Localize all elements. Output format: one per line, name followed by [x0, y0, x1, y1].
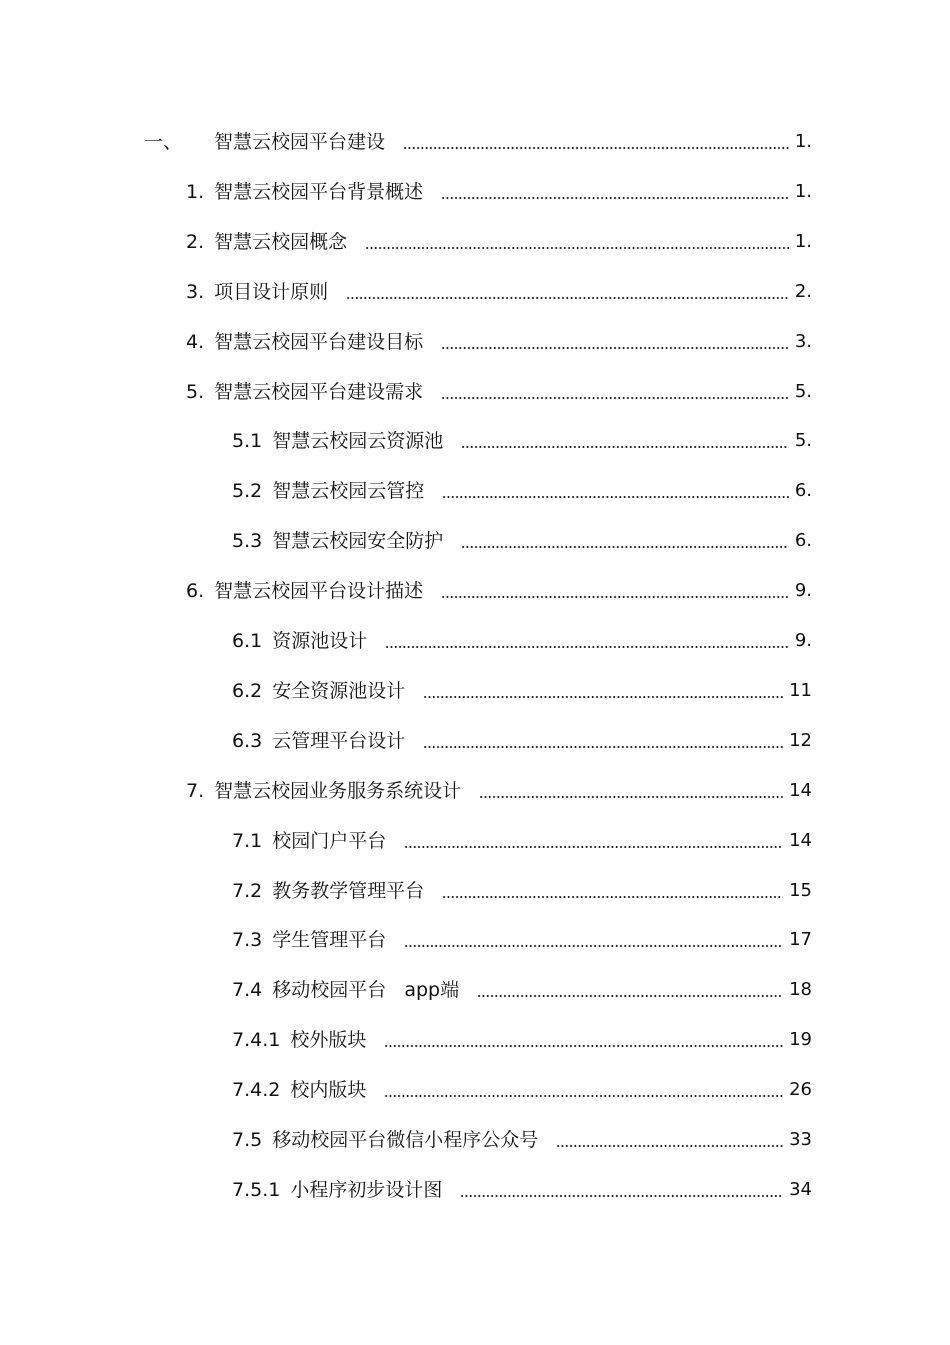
toc-entry-page-number: 12 — [789, 730, 812, 751]
toc-entry-title: 云管理平台设计 — [272, 730, 406, 752]
toc-entry[interactable] — [232, 975, 812, 1005]
toc-entry-title: 智慧云校园平台建设目标 — [214, 331, 424, 353]
toc-entry-number: 6. — [186, 580, 205, 602]
toc-entry-page-number: 1. — [794, 181, 812, 202]
toc-dot-leader — [477, 995, 783, 997]
toc-entry-page-number: 11 — [789, 680, 812, 701]
toc-entry-title: 校园门户平台 — [272, 830, 387, 852]
toc-entry-page-number: 5. — [794, 430, 812, 451]
toc-entry[interactable] — [186, 576, 812, 606]
toc-entry-number: 2. — [186, 231, 205, 253]
toc-entry-number: 6.3 — [232, 730, 263, 752]
toc-entry-page-number: 6. — [794, 530, 812, 551]
toc-entry-number: 7.3 — [232, 929, 263, 951]
toc-entry-title: 智慧云校园平台背景概述 — [214, 181, 424, 203]
toc-entry-page-number: 15 — [789, 880, 812, 901]
toc-entry-number: 5.2 — [232, 480, 263, 502]
toc-entry[interactable] — [186, 227, 812, 257]
toc-entry-title: 智慧云校园云资源池 — [272, 430, 444, 452]
toc-entry[interactable] — [232, 476, 812, 506]
toc-entry[interactable] — [186, 177, 812, 207]
toc-entry-page-number: 3. — [794, 331, 812, 352]
toc-dot-leader — [441, 197, 789, 199]
toc-dot-leader — [479, 796, 783, 798]
toc-entry-number: 5.1 — [232, 430, 263, 452]
toc-entry-page-number: 6. — [794, 480, 812, 501]
toc-entry-title: 移动校园平台微信小程序公众号 — [272, 1129, 539, 1151]
toc-entry[interactable] — [186, 327, 812, 357]
toc-entry-title: 资源池设计 — [272, 630, 368, 652]
toc-entry-title: 智慧云校园云管控 — [272, 480, 425, 502]
toc-dot-leader — [461, 546, 789, 548]
toc-dot-leader — [441, 596, 789, 598]
toc-entry-title: 项目设计原则 — [214, 281, 329, 303]
toc-entry-title: 智慧云校园业务服务系统设计 — [214, 780, 462, 802]
toc-entry[interactable] — [144, 127, 812, 157]
toc-entry[interactable] — [232, 876, 812, 906]
toc-entry[interactable] — [232, 1025, 812, 1055]
toc-entry[interactable] — [186, 377, 812, 407]
toc-entry-title: 智慧云校园平台建设需求 — [214, 381, 424, 403]
toc-entry[interactable] — [232, 826, 812, 856]
toc-entry-title: 安全资源池设计 — [272, 680, 406, 702]
toc-entry-number: 7.1 — [232, 830, 263, 852]
toc-entry-number: 6.2 — [232, 680, 263, 702]
toc-entry-number: 7.5 — [232, 1129, 263, 1151]
toc-entry[interactable] — [232, 676, 812, 706]
toc-entry-title: 智慧云校园平台设计描述 — [214, 580, 424, 602]
toc-entry[interactable] — [186, 776, 812, 806]
toc-dot-leader — [423, 746, 783, 748]
toc-entry-title: 校外版块 — [290, 1029, 367, 1051]
toc-entry-title: 教务教学管理平台 — [272, 880, 425, 902]
toc-dot-leader — [460, 1195, 783, 1197]
toc-entry-page-number: 14 — [789, 780, 812, 801]
toc-entry-title: 移动校园平台 app端 — [272, 979, 460, 1001]
toc-dot-leader — [441, 347, 789, 349]
toc-entry-page-number: 34 — [789, 1179, 812, 1200]
toc-entry-page-number: 1. — [794, 131, 812, 152]
toc-entry[interactable] — [232, 1175, 812, 1205]
toc-entry-page-number: 2. — [794, 281, 812, 302]
toc-entry[interactable] — [186, 277, 812, 307]
toc-entry-page-number: 26 — [789, 1079, 812, 1100]
toc-dot-leader — [404, 846, 783, 848]
toc-dot-leader — [442, 496, 789, 498]
toc-dot-leader — [404, 945, 783, 947]
toc-entry-title: 小程序初步设计图 — [290, 1179, 443, 1201]
toc-dot-leader — [403, 147, 789, 149]
toc-entry[interactable] — [232, 925, 812, 955]
toc-dot-leader — [346, 297, 789, 299]
toc-dot-leader — [384, 1095, 783, 1097]
toc-entry-number: 7.4.1 — [232, 1029, 281, 1051]
toc-entry-number: 4. — [186, 331, 205, 353]
toc-entry[interactable] — [232, 1075, 812, 1105]
toc-entry-page-number: 9. — [794, 630, 812, 651]
toc-entry-page-number: 17 — [789, 929, 812, 950]
toc-entry[interactable] — [232, 426, 812, 456]
toc-entry-page-number: 19 — [789, 1029, 812, 1050]
toc-entry[interactable] — [232, 726, 812, 756]
toc-entry-page-number: 5. — [794, 381, 812, 402]
toc-entry-page-number: 33 — [789, 1129, 812, 1150]
toc-entry[interactable] — [232, 526, 812, 556]
toc-entry-number: 5.3 — [232, 530, 263, 552]
toc-entry-number: 7. — [186, 780, 205, 802]
toc-entry-number: 5. — [186, 381, 205, 403]
toc-dot-leader — [423, 696, 783, 698]
toc-dot-leader — [384, 1045, 783, 1047]
toc-dot-leader — [556, 1145, 783, 1147]
toc-entry-number: 7.2 — [232, 880, 263, 902]
toc-entry-number: 7.4.2 — [232, 1079, 281, 1101]
toc-entry-page-number: 1. — [794, 231, 812, 252]
toc-entry-number: 3. — [186, 281, 205, 303]
toc-dot-leader — [441, 397, 789, 399]
toc-entry-title: 智慧云校园平台建设 — [214, 131, 386, 153]
toc-dot-leader — [365, 247, 789, 249]
toc-dot-leader — [461, 446, 789, 448]
toc-entry[interactable] — [232, 626, 812, 656]
toc-entry-title: 智慧云校园概念 — [214, 231, 348, 253]
toc-entry-title: 校内版块 — [290, 1079, 367, 1101]
toc-entry-number: 一、 — [144, 131, 183, 153]
toc-entry[interactable] — [232, 1125, 812, 1155]
toc-entry-number: 1. — [186, 181, 205, 203]
toc-dot-leader — [442, 896, 783, 898]
toc-dot-leader — [385, 646, 789, 648]
toc-entry-title: 智慧云校园安全防护 — [272, 530, 444, 552]
toc-entry-page-number: 14 — [789, 830, 812, 851]
toc-entry-number: 6.1 — [232, 630, 263, 652]
toc-entry-page-number: 9. — [794, 580, 812, 601]
toc-entry-number: 7.5.1 — [232, 1179, 281, 1201]
toc-entry-number: 7.4 — [232, 979, 263, 1001]
toc-entry-title: 学生管理平台 — [272, 929, 387, 951]
toc-entry-page-number: 18 — [789, 979, 812, 1000]
